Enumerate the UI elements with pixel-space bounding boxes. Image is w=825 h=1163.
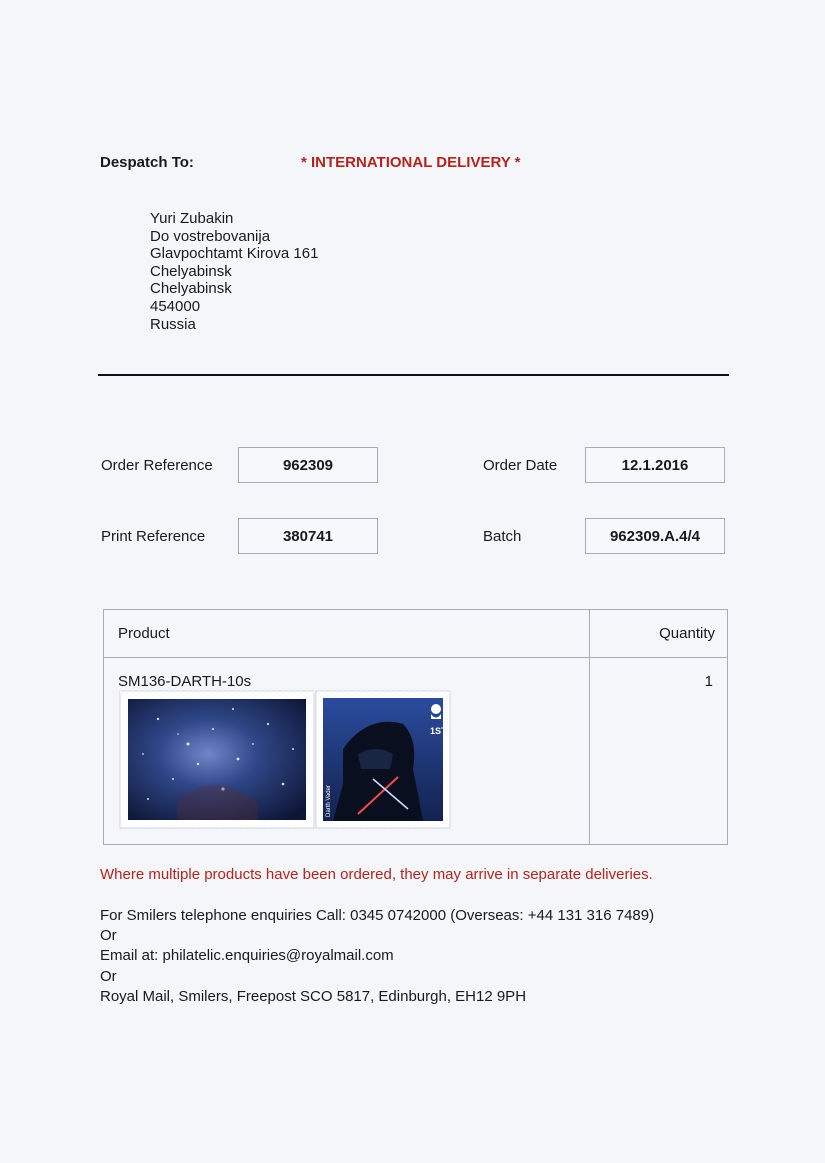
- or-separator: Or: [100, 927, 117, 945]
- quantity-column-header: Quantity: [659, 625, 715, 642]
- section-divider: [98, 374, 729, 376]
- address-line: Chelyabinsk: [150, 280, 232, 298]
- table-column-divider: [589, 610, 590, 844]
- recipient-address: [150, 210, 318, 333]
- address-line: 454000: [150, 297, 201, 315]
- order-reference-label: Order Reference: [101, 457, 213, 474]
- print-reference-label: Print Reference: [101, 528, 206, 545]
- address-line: Chelyabinsk: [150, 262, 232, 280]
- address-line: Yuri Zubakin: [150, 210, 234, 227]
- order-date-value: 12.1.2016: [585, 447, 725, 483]
- address-line: Glavpochtamt Kirova 161: [150, 245, 319, 263]
- order-date-label: Order Date: [483, 457, 558, 474]
- email-enquiries: Email at: philatelic.enquiries@royalmail.com: [100, 947, 394, 965]
- or-separator: Or: [100, 967, 117, 985]
- stamp-value-text: 1ST: [430, 726, 447, 736]
- postal-address: Royal Mail, Smilers, Freepost SCO 5817, Edinburgh, EH12 9PH: [100, 987, 527, 1005]
- product-column-header: Product: [118, 625, 170, 642]
- product-quantity: 1: [704, 673, 713, 690]
- address-line: Russia: [150, 315, 196, 333]
- table-header-divider: [104, 657, 727, 658]
- batch-value: 962309.A.4/4: [585, 518, 725, 554]
- international-delivery-banner: * INTERNATIONAL DELIVERY *: [301, 154, 521, 171]
- stamp-image: [118, 689, 452, 830]
- address-line: Do vostrebovanija: [150, 227, 271, 245]
- contact-info: [100, 906, 654, 1007]
- product-sku: SM136-DARTH-10s: [118, 673, 252, 690]
- print-reference-value: 380741: [238, 518, 378, 554]
- batch-label: Batch: [483, 528, 522, 545]
- despatch-to-label: Despatch To:: [100, 154, 194, 171]
- vader-mask: [358, 749, 393, 769]
- phone-enquiries: For Smilers telephone enquiries Call: 0345 0742000 (Overseas: +44 131 316 7489): [100, 907, 655, 924]
- separate-deliveries-notice: Where multiple products have been ordered, they may arrive in separate deliveries.: [100, 866, 653, 883]
- queen-head-icon: [431, 704, 441, 714]
- order-reference-value: 962309: [238, 447, 378, 483]
- order-items-table: [103, 609, 728, 845]
- stamp-caption: Darth Vader: [326, 785, 332, 817]
